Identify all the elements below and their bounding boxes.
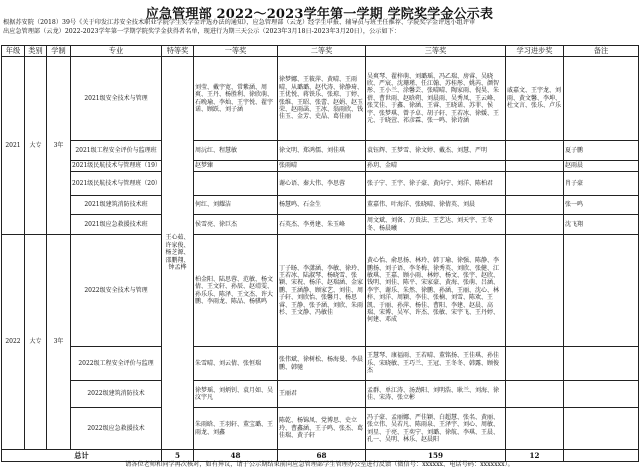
note-cell: 肖子豪 [564,172,639,196]
second-award-cell: 徐文明、郑鸿儒、刘佳琪 [278,141,366,161]
grade-cell: 2022 [2,235,25,450]
note-cell: 夏子鹏 [564,141,639,161]
third-award-cell: 孙玥、金晴 [366,161,506,172]
major-cell: 2022级安全技术与管理 [71,235,162,347]
header-note: 备注 [564,46,639,57]
note-cell [564,381,639,408]
header-duration: 学制 [47,46,71,57]
table-row [2,161,639,172]
first-award-cell: 柏金阳、陆思蓉、范敏、杨文倩、王文轩、孙辰、赵靖雯、孙乐乐、陈泽、王文杰、许大鹏、李雨龙、陈品、杨骐鸣 [194,235,278,347]
progress-award-cell [506,161,564,172]
second-award-cell: 谢心语、秦大伟、李思蓉 [278,172,366,196]
second-award-cell: 石英杰、李勇建、朱玉峰 [278,215,366,235]
third-award-cell: 周文斌、刘备、万贵法、王艺达、刘天宇、王冬冬、杨晨曦 [366,215,506,235]
total-second: 68 [278,450,366,462]
category-cell: 大专 [25,57,47,235]
second-award-cell: 张雨晴 [278,161,366,172]
duration-cell: 3年 [47,235,71,450]
first-award-cell: 朱雪晴、刘云倩、张恒瑞 [194,347,278,381]
first-award-cell: 何红、刘耀洁 [194,196,278,215]
progress-award-cell [506,381,564,408]
first-award-cell: 徐梦瑶、刘炳钊、袁月如、吴汶宇凡 [194,381,278,408]
table-row [2,196,639,215]
note-cell: 张一鸣 [564,196,639,215]
major-cell: 2021级民航技术与管理班（20） [71,172,162,196]
total-special: 5 [162,450,194,462]
first-award-cell: 侯雪亮、徐巨杰 [194,215,278,235]
major-cell: 2021级安全技术与管理 [71,57,162,141]
table-row [2,172,639,196]
third-award-cell: 孟群、单江涛、汤劲阳、刘明浩、耿兰、刘海、徐佳、宋涛、张立彬 [366,381,506,408]
note-cell: 赵雨晨 [564,161,639,172]
first-award-cell: 刘莹、戴宇宽、常紫涵、周爽、王丹、杨胜利、徐欣萌、石晚瑜、李灿、王宇悦、翟宇诺、顾跃、刘子涵 [194,57,278,141]
progress-award-cell: 戚嘉文、王宇龙、刘雨、黄文馨、李坤、杜文言、张乐、卢乐 [506,57,564,141]
second-award-cell: 王丽君 [278,381,366,408]
table-row [2,235,639,347]
scholarship-table [1,45,639,462]
note-cell [564,408,639,450]
progress-award-cell [506,235,564,347]
header-major: 专业 [71,46,162,57]
header-third: 三等奖 [366,46,506,57]
progress-award-cell [506,408,564,450]
note-cell [564,347,639,381]
total-first: 48 [194,450,278,462]
major-cell: 2021级应急救援技术班 [71,215,162,235]
intro-line-1: 根据苏安院（2018）39号《关于印发江苏安全技术职业学院学生奖学金评选办法的通知》，应急管理部（云龙）经学生申报、辅导员与班主任推荐、学院奖学金评选小组评审 [3,19,476,26]
table-row [2,215,639,235]
intro-text [3,18,636,36]
second-award-cell: 徐梦娜、王筱萍、黄晴、王雨晴、从璐璐、赵代涛、徐静琦、王优悦、蒋铁乐、张琼、丁婷、张维、王昭、张蕾、赵娟、赵玉荣、赵雨菡、王冰、翁雨欣、钱佳玉、金芳、史晶、葛佳丽 [278,57,366,141]
major-cell: 2022级工程安全评价与监理 [71,347,162,381]
first-award-cell: 朱雨晗、王羽轩、董宝璐、王雨龙、刘鑫 [194,408,278,450]
third-award-cell: 吴爽琴、翟梓萌、刘璐瑶、冯乙瑞、房睿、吴晓欣、严宸、沈珊瑾、任江翰、苏桂彤、姚芮、颜智彤、王小兰、涂馨芸、张晴晴、陶家雨、倪昊、朱蓓、曹世雨、赵晗朔、刘晨雨、吴秀凤、王云峰、张艾佳、于鑫、徐涵、王睿、王晓诺、苏菲、侯宇、张梦琪、曾予卓、胡子轩、王若冰、徐媛、王元、于晓萱、祁彦霖、张一鸣、徐诗涵 [366,57,506,141]
total-progress: 12 [506,450,564,462]
third-award-cell: 董嘉伟、叶海洋、张晓晴、徐倩英、刘晨 [366,196,506,215]
major-cell: 2021级工程安全评价与监理班 [71,141,162,161]
second-award-cell: 张伟斌、徐树松、杨海曼、李晨鹏、韩驰 [278,347,366,381]
table-row [2,57,639,141]
major-cell: 2022级应急救援技术 [71,408,162,450]
header-second: 二等奖 [278,46,366,57]
third-award-cell: 袁钰辉、王梦雪、徐文婷、戴杰、刘慧、严明 [366,141,506,161]
category-cell: 大专 [25,235,47,450]
first-award-cell [194,172,278,196]
second-award-cell: 杨慧鸣、石金生 [278,196,366,215]
header-special: 特等奖 [162,46,194,57]
page-title: 应急管理部 2022～2023学年第一学期 学院奖学金公示表 [145,7,494,22]
major-cell: 2021级建筑消防技术班 [71,196,162,215]
header-grade: 年级 [2,46,25,57]
note-cell: 沈飞翔 [564,215,639,235]
progress-award-cell [506,172,564,196]
third-award-cell: 冯子豪、孟丽娜、严佳颖、白超慧、张名、黄丽、张立伟、吴若凡、陈雨泉、王泽宇、刘心、周敏、刘星、于亮、王奕宁、刘璐、徐航、李琪、王晨、孔一、吴明、林乐、赵晨阳 [366,408,506,450]
duration-cell: 3年 [47,57,71,235]
progress-award-cell [506,215,564,235]
special-award-cell: 王心茹、许家俊、杨芝源、邵鹏翔、钟孟桦 [162,57,194,450]
header-category: 类别 [25,46,47,57]
first-award-cell: 赵梦臻 [194,161,278,172]
progress-award-cell [506,347,564,381]
table-row [2,141,639,161]
major-cell: 2022级建筑消防技术 [71,381,162,408]
note-cell [564,235,639,347]
second-award-cell: 丁子旸、李潇涵、李敏、徐玲、王若冰、陆淑琴、杨晓雪、张颖、宋祝、杨洋、赵瑞涵、金家鹏、王涵静、顾家艺、刘佳、周子轩、刘欣怡、张馨月、杨思睿、王静、张予涵、刘欣、朱雨杉、王文静、冯敏佳 [278,235,366,347]
third-award-cell: 王慧琴、康福雨、王若晴、董铭扬、王佳琪、孙佳乐、宋晓敏、王巧兰、王冠、王冬冬、韩露、顾俊杰 [366,347,506,381]
table-header-row [2,46,639,57]
table-row [2,381,639,408]
major-cell: 2021级民航技术与管理班（19） [71,161,162,172]
table-row [2,408,639,450]
first-award-cell: 周沅红、程慧敏 [194,141,278,161]
header-first: 一等奖 [194,46,278,57]
total-third: 159 [366,450,506,462]
header-progress: 学习进步奖 [506,46,564,57]
third-award-cell: 黄心怡、俞思扬、林玲、韩丁瑜、徐强、陈静、李鹏扬、刘子语、李冬梅、徐秀英、刘欣、张健、江敏琪、王嘉、顾小雨、林婷、杨文、张宇、赵欣、钱明、刘佳、陈平、宋家豪、黄海、张萌、吕涵、李宇、谢乐、朱然、徐鹏、孙涵、王丽、沈心、林梓、刘洋、周颖、李佳、张楠、刘雪、陈欢、王凯、于丽、孙萍、杨佳、曹阳、李建、赵晨、高瑞、宋博、吴军、许杰、张敏、宋宇飞、王丹婷、何建、邓成 [366,235,506,347]
intro-line-2: 出应急管理部（云龙）2022-2023学年第一学期学院奖学金获得者名单，现进行为期三天公示（2023年3月18日-2023年3月20日），公示如下： [3,28,401,35]
progress-award-cell [506,141,564,161]
table-row [2,347,639,381]
totals-label: 总计 [2,450,162,462]
third-award-cell: 张子宁、王宇、徐子豪、黄向宁、刘洋、陈柏君 [366,172,506,196]
note-cell [564,57,639,141]
progress-award-cell [506,196,564,215]
grade-cell: 2021 [2,57,25,235]
footer-note: 请各位老师和同学再次核对，如有异议，请于公示期结束前向应急管理部学生管理办公室进行反馈（微信号：xxxxxx、电话号码：xxxxxxx）。 [125,461,514,468]
second-award-cell: 陈乾、杨锦凤、党博思、史立玲、曹鑫涵、王子鸣、张杰、葛佳瑞、黄子轩 [278,408,366,450]
